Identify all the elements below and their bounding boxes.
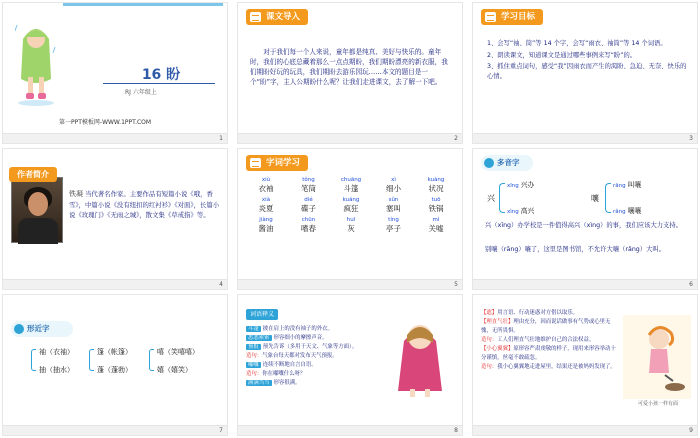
decorative-bar bbox=[63, 3, 223, 6]
section-heading bbox=[481, 9, 543, 25]
similar-char: 篷（帐篷） bbox=[97, 348, 132, 356]
vocab-word: jiàng 酱油 bbox=[258, 217, 274, 233]
list-item: 预报 预先告诉（多用于天文、气象等方面）。 bbox=[248, 344, 358, 350]
slide-thumbnail-2[interactable] bbox=[237, 2, 463, 144]
list-item: 2、朗读课文，知道课文是通过哪些事例来写“盼”的。 bbox=[487, 51, 637, 59]
slide-footer bbox=[3, 279, 227, 289]
list-item: 1、会写“袖、筒”等 14 个字，会写“雨衣、袖筒”等 14 个词语。 bbox=[487, 40, 667, 47]
list-item: 3、抓住重点词句，感受“我”因雨衣而产生的渴盼、急迫、无奈、快乐的心情。 bbox=[487, 63, 687, 80]
slide-number: 6 bbox=[689, 281, 693, 288]
vocab-word: tíng 亭子 bbox=[386, 217, 401, 233]
example-sentence: 别嚷（rāng）嚷了，这里是图书馆，不允许大嚷（rǎng）大叫。 bbox=[485, 246, 665, 253]
intro-paragraph: 对于我们每一个人来说，童年都是纯真、美好与快乐的。童年时，我们的心底总藏着那么一点点期盼，我们期盼漂亮的新衣服，我们期盼好玩的玩具，我们期盼去游乐园玩……本文的题目是一个“盼”字，主人公期盼什么呢？让我们走进课文，去了解一下吧。 bbox=[250, 48, 448, 86]
vocab-word: xià 炎夏 bbox=[258, 197, 274, 213]
slide-number: 1 bbox=[219, 135, 223, 142]
author-name: 铁凝 bbox=[69, 190, 83, 198]
author-photo bbox=[11, 177, 63, 243]
slide-number: 2 bbox=[454, 135, 458, 142]
section-heading bbox=[481, 155, 533, 171]
section-heading-text: 课文导入 bbox=[266, 12, 301, 22]
author-bio bbox=[69, 189, 221, 221]
similar-char: 嬉（嬉笑） bbox=[157, 366, 192, 374]
slide-thumbnail-8[interactable] bbox=[237, 294, 463, 436]
bird-icon bbox=[484, 158, 494, 168]
brace bbox=[149, 349, 154, 371]
slide-number: 5 bbox=[454, 281, 458, 288]
brace bbox=[605, 183, 611, 213]
polyphone-reading: xīng 兴办 bbox=[507, 181, 535, 189]
section-heading: 词语释义 bbox=[246, 309, 278, 320]
slide-thumbnail-4[interactable] bbox=[2, 148, 228, 290]
site-credit: 第一PPT模板网-WWW.1PPT.COM bbox=[59, 119, 152, 126]
author-bio-text: 当代著名作家。主要作品有短篇小说《哦，香雪》，中篇小说《没有纽扣的红衬衫》《对面》，长篇小说《玫瑰门》《无雨之城》，散文集《草戒指》等。 bbox=[69, 190, 220, 219]
vocab-word: mì 关嘘 bbox=[428, 217, 444, 233]
title-underline bbox=[103, 83, 215, 84]
vocab-word: tuō 铁锅 bbox=[428, 197, 444, 213]
section-heading bbox=[246, 155, 308, 171]
lesson-title: 16 盼 bbox=[141, 67, 181, 83]
section-heading-text: 学习目标 bbox=[501, 12, 536, 22]
list-item: 【理直气壮】理由充分，因而说话做事有气势或心里无愧，无所畏惧。 bbox=[481, 319, 611, 334]
vocab-word: tǒng 笔筒 bbox=[301, 177, 316, 193]
section-heading-text: 作者简介 bbox=[17, 170, 49, 179]
lesson-subtitle: RJ 六年级上 bbox=[125, 89, 157, 96]
child-watering-illustration bbox=[623, 315, 691, 399]
slide-number: 8 bbox=[454, 427, 458, 434]
slide-number: 9 bbox=[689, 427, 693, 434]
vocab-row bbox=[248, 217, 454, 234]
list-item: 【遮】用言语、行动迷惑对方借以取乐。 bbox=[481, 310, 579, 316]
vocab-word: dié 碟子 bbox=[301, 197, 316, 213]
book-icon bbox=[485, 12, 496, 22]
book-icon bbox=[250, 158, 261, 168]
definitions-list bbox=[481, 309, 621, 372]
slide-thumbnail-3[interactable] bbox=[472, 2, 698, 144]
slide-footer bbox=[473, 279, 697, 289]
bird-icon bbox=[14, 324, 24, 334]
slide-footer bbox=[473, 133, 697, 143]
list-item: 造句：我小心翼翼地走进屋里，结果还是被妈妈发现了。 bbox=[481, 364, 616, 370]
polyphone-reading: rāng 叫嚷 bbox=[613, 181, 642, 189]
girl-raincoat-illustration bbox=[15, 17, 57, 109]
similar-char: 袖（衣袖） bbox=[39, 348, 74, 356]
similar-char: 嘻（笑嘻嘻） bbox=[157, 348, 199, 356]
brace bbox=[31, 349, 36, 371]
vocab-row bbox=[248, 177, 454, 194]
polyphone-reading: rǎng 嚷嚷 bbox=[613, 207, 642, 215]
list-item: 满满当当 形容很满。 bbox=[248, 380, 301, 386]
list-item: 造句：工人们理直气壮地维护自己的合法权益。 bbox=[481, 337, 595, 343]
slide-thumbnail-6[interactable] bbox=[472, 148, 698, 290]
polyphone-char: 兴 bbox=[487, 194, 495, 203]
brace bbox=[89, 349, 94, 371]
objectives-list bbox=[487, 39, 687, 83]
section-heading-text: 多音字 bbox=[497, 158, 520, 167]
definitions-list bbox=[246, 325, 392, 388]
girl-cloak-illustration bbox=[394, 315, 446, 399]
section-heading bbox=[246, 9, 308, 25]
slide-thumbnail-9[interactable] bbox=[472, 294, 698, 436]
slide-thumbnail-1[interactable] bbox=[2, 2, 228, 144]
slide-footer bbox=[473, 425, 697, 435]
illustration-caption: 可爱小孩一样有面 bbox=[637, 401, 678, 407]
list-item: 嘟囔 连续不断地自言自语。 bbox=[248, 362, 317, 368]
vocab-word: chūn 嗜春 bbox=[301, 217, 316, 233]
slide-footer bbox=[238, 133, 462, 143]
vocab-row bbox=[248, 197, 454, 214]
vocab-word: xiù 衣袖 bbox=[258, 177, 274, 193]
section-heading bbox=[11, 321, 73, 337]
slide-number: 7 bbox=[219, 427, 223, 434]
book-icon bbox=[250, 12, 261, 22]
polyphone-char: 嚷 bbox=[591, 194, 599, 203]
section-heading bbox=[9, 167, 57, 182]
vocab-word: kuáng 疯狂 bbox=[342, 197, 360, 213]
brace bbox=[499, 183, 505, 213]
vocab-word: kuàng 状况 bbox=[427, 177, 445, 193]
slide-thumbnail-7[interactable] bbox=[2, 294, 228, 436]
slide-number: 3 bbox=[689, 135, 693, 142]
list-item: 悉悉索索 形容细小的摩擦声音。 bbox=[248, 335, 328, 341]
similar-char: 抽（抽水） bbox=[39, 366, 74, 374]
similar-char: 蓬（蓬勃） bbox=[97, 366, 132, 374]
slide-footer bbox=[238, 279, 462, 289]
vocab-word: xì 细小 bbox=[386, 177, 401, 193]
section-heading-text: 字词学习 bbox=[266, 158, 301, 168]
vocab-word: sǔn 塞叫 bbox=[386, 197, 401, 213]
list-item: 造句：你在嘟囔什么呀？ bbox=[246, 371, 306, 377]
slide-number: 4 bbox=[219, 281, 223, 288]
slide-footer bbox=[3, 133, 227, 143]
vocab-word: huī 灰 bbox=[346, 217, 356, 233]
slide-footer bbox=[238, 425, 462, 435]
slide-footer bbox=[3, 425, 227, 435]
section-heading-text: 形近字 bbox=[27, 324, 50, 333]
list-item: 造句：气象台每天都对发布天气预报。 bbox=[246, 353, 338, 359]
list-item: 【小心翼翼】原形容严肃虔敬的样子，现用来形容举动十分谨慎，丝毫不敢疏忽。 bbox=[481, 346, 616, 361]
list-item: 斗篷 披在肩上的没有袖子的外衣。 bbox=[248, 326, 333, 332]
vocab-word: chuāng 斗篷 bbox=[340, 177, 362, 193]
slide-thumbnail-5[interactable] bbox=[237, 148, 463, 290]
example-sentence: 兴（xīng）办学校是一件值得高兴（xìng）的事，我们应该大力支持。 bbox=[485, 222, 682, 229]
vocabulary-grid bbox=[248, 177, 454, 237]
polyphone-reading: xìng 高兴 bbox=[507, 207, 535, 215]
